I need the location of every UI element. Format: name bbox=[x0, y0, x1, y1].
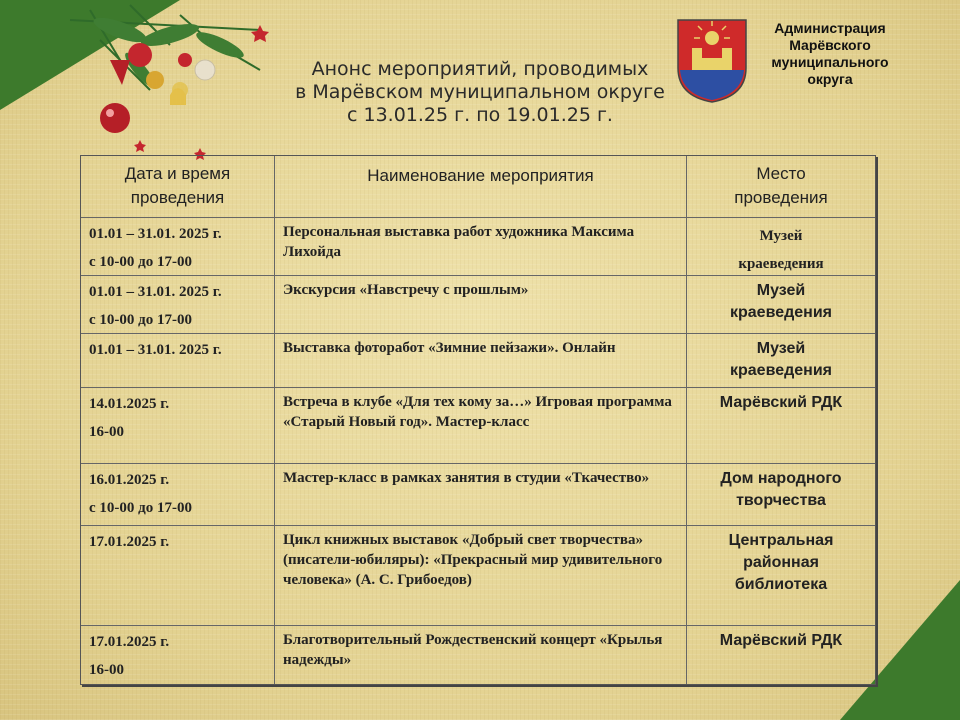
event-name: Цикл книжных выставок «Добрый свет творчества» (писатели-юбиляры): «Прекрасный мир удивительного человека» (А. С. Грибоедов) bbox=[275, 526, 687, 625]
event-date bbox=[81, 218, 275, 275]
time-line: с 10-00 до 17-00 bbox=[89, 312, 192, 328]
event-place bbox=[687, 218, 875, 275]
header-date bbox=[81, 156, 275, 217]
event-date bbox=[81, 526, 275, 625]
header-date-line: Дата и время bbox=[124, 164, 231, 183]
event-name: Выставка фоторабот «Зимние пейзажи». Онлайн bbox=[275, 334, 687, 387]
place-line: Марёвский РДК bbox=[719, 394, 843, 411]
event-place bbox=[687, 526, 875, 625]
event-date bbox=[81, 464, 275, 525]
title-line: Анонс мероприятий, проводимых bbox=[311, 58, 649, 80]
place-line: Музей bbox=[759, 228, 803, 244]
event-place bbox=[687, 388, 875, 463]
time-line: 16-00 bbox=[89, 662, 124, 678]
place-line: Центральная bbox=[728, 532, 834, 549]
table-row bbox=[81, 626, 875, 684]
header-date-line: проведения bbox=[130, 188, 225, 207]
event-place bbox=[687, 334, 875, 387]
place-line: краеведения bbox=[730, 362, 832, 379]
date-line: 16.01.2025 г. bbox=[89, 472, 170, 488]
administration-label bbox=[748, 20, 912, 88]
date-line: 01.01 – 31.01. 2025 г. bbox=[89, 342, 222, 358]
place-line: Дом народного bbox=[720, 470, 842, 487]
title-line: с 13.01.25 г. по 19.01.25 г. bbox=[347, 104, 613, 126]
table-row bbox=[81, 388, 875, 464]
table-row bbox=[81, 526, 875, 626]
time-line: с 10-00 до 17-00 bbox=[89, 254, 192, 270]
place-line: творчества bbox=[736, 492, 826, 509]
admin-line: Администрация bbox=[774, 20, 886, 36]
place-line: краеведения bbox=[730, 304, 832, 321]
header-place-line: проведения bbox=[734, 188, 828, 207]
event-name: Благотворительный Рождественский концерт «Крылья надежды» bbox=[275, 626, 687, 684]
event-name: Мастер-класс в рамках занятия в студии «Ткачество» bbox=[275, 464, 687, 525]
place-line: Музей bbox=[756, 340, 806, 357]
place-line: Марёвский РДК bbox=[719, 632, 843, 649]
event-place bbox=[687, 276, 875, 333]
admin-line: Марёвского bbox=[789, 37, 871, 53]
admin-line: округа bbox=[807, 71, 853, 87]
date-line: 01.01 – 31.01. 2025 г. bbox=[89, 226, 222, 242]
place-line: краеведения bbox=[738, 256, 824, 272]
header-place-line: Место bbox=[756, 164, 806, 183]
table-header-row bbox=[81, 156, 875, 218]
event-place bbox=[687, 626, 875, 684]
event-name: Экскурсия «Навстречу с прошлым» bbox=[275, 276, 687, 333]
title-line: в Марёвском муниципальном округе bbox=[295, 81, 665, 103]
header-place bbox=[687, 156, 875, 217]
event-date bbox=[81, 334, 275, 387]
date-line: 17.01.2025 г. bbox=[89, 634, 170, 650]
events-table bbox=[80, 155, 876, 685]
place-line: Музей bbox=[756, 282, 806, 299]
admin-line: муниципального bbox=[771, 54, 889, 70]
event-date bbox=[81, 626, 275, 684]
event-name: Персональная выставка работ художника Максима Лихойда bbox=[275, 218, 687, 275]
event-date bbox=[81, 276, 275, 333]
event-date bbox=[81, 388, 275, 463]
table-row bbox=[81, 218, 875, 276]
table-row bbox=[81, 276, 875, 334]
place-line: библиотека bbox=[734, 576, 828, 593]
event-name: Встреча в клубе «Для тех кому за…» Игровая программа «Старый Новый год». Мастер-класс bbox=[275, 388, 687, 463]
page-title bbox=[230, 58, 730, 127]
time-line: с 10-00 до 17-00 bbox=[89, 500, 192, 516]
date-line: 01.01 – 31.01. 2025 г. bbox=[89, 284, 222, 300]
time-line: 16-00 bbox=[89, 424, 124, 440]
event-place bbox=[687, 464, 875, 525]
place-line: районная bbox=[743, 554, 819, 571]
table-row bbox=[81, 334, 875, 388]
date-line: 17.01.2025 г. bbox=[89, 534, 170, 550]
header-name: Наименование мероприятия bbox=[275, 156, 687, 217]
date-line: 14.01.2025 г. bbox=[89, 396, 170, 412]
table-row bbox=[81, 464, 875, 526]
coat-of-arms-icon bbox=[676, 18, 748, 104]
